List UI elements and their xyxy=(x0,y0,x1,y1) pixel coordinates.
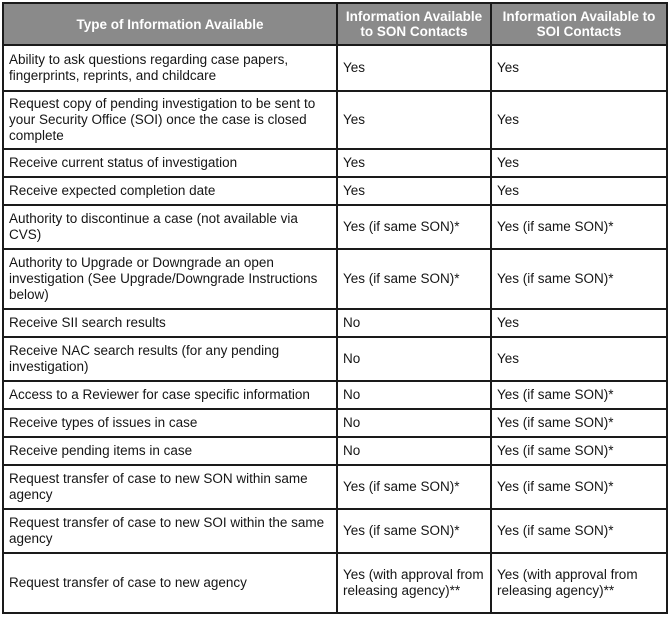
table-row xyxy=(3,149,667,177)
table-row xyxy=(3,553,667,613)
table-row xyxy=(3,381,667,409)
cell-soi: Yes xyxy=(491,337,667,381)
table-row xyxy=(3,437,667,465)
cell-son: Yes (with approval from releasing agency)** xyxy=(337,553,491,613)
cell-soi: Yes xyxy=(491,309,667,337)
table-row xyxy=(3,177,667,205)
cell-son: Yes xyxy=(337,91,491,149)
table-row xyxy=(3,409,667,437)
cell-type: Receive expected completion date xyxy=(3,177,337,205)
cell-soi: Yes (if same SON)* xyxy=(491,205,667,249)
table-row xyxy=(3,45,667,91)
cell-type: Receive SII search results xyxy=(3,309,337,337)
cell-type: Authority to discontinue a case (not available via CVS) xyxy=(3,205,337,249)
header-soi: Information Available to SOI Contacts xyxy=(491,3,667,45)
cell-type: Ability to ask questions regarding case papers, fingerprints, reprints, and childcare xyxy=(3,45,337,91)
cell-son: Yes xyxy=(337,177,491,205)
cell-type: Receive NAC search results (for any pending investigation) xyxy=(3,337,337,381)
table-row xyxy=(3,509,667,553)
cell-type: Authority to Upgrade or Downgrade an open investigation (See Upgrade/Downgrade Instructions below) xyxy=(3,249,337,309)
cell-son: Yes (if same SON)* xyxy=(337,205,491,249)
cell-type: Receive current status of investigation xyxy=(3,149,337,177)
cell-son: Yes (if same SON)* xyxy=(337,509,491,553)
cell-son: Yes xyxy=(337,45,491,91)
cell-son: No xyxy=(337,409,491,437)
cell-son: No xyxy=(337,337,491,381)
cell-soi: Yes (if same SON)* xyxy=(491,381,667,409)
table-row xyxy=(3,337,667,381)
cell-soi: Yes (with approval from releasing agency)** xyxy=(491,553,667,613)
cell-soi: Yes (if same SON)* xyxy=(491,465,667,509)
cell-son: No xyxy=(337,437,491,465)
cell-soi: Yes xyxy=(491,45,667,91)
cell-soi: Yes xyxy=(491,177,667,205)
cell-type: Receive pending items in case xyxy=(3,437,337,465)
header-type: Type of Information Available xyxy=(3,3,337,45)
cell-type: Request copy of pending investigation to be sent to your Security Office (SOI) once the case is closed complete xyxy=(3,91,337,149)
table-row xyxy=(3,249,667,309)
cell-type: Request transfer of case to new SON within same agency xyxy=(3,465,337,509)
cell-soi: Yes (if same SON)* xyxy=(491,249,667,309)
cell-son: Yes (if same SON)* xyxy=(337,249,491,309)
cell-type: Access to a Reviewer for case specific information xyxy=(3,381,337,409)
information-table xyxy=(2,2,668,614)
cell-son: No xyxy=(337,309,491,337)
cell-type: Request transfer of case to new SOI within the same agency xyxy=(3,509,337,553)
cell-soi: Yes (if same SON)* xyxy=(491,409,667,437)
table-row xyxy=(3,309,667,337)
cell-son: Yes xyxy=(337,149,491,177)
header-son: Information Available to SON Contacts xyxy=(337,3,491,45)
cell-soi: Yes xyxy=(491,91,667,149)
cell-son: Yes (if same SON)* xyxy=(337,465,491,509)
cell-type: Receive types of issues in case xyxy=(3,409,337,437)
table-row xyxy=(3,205,667,249)
cell-soi: Yes xyxy=(491,149,667,177)
table-row xyxy=(3,465,667,509)
cell-soi: Yes (if same SON)* xyxy=(491,509,667,553)
cell-type: Request transfer of case to new agency xyxy=(3,553,337,613)
table-header-row xyxy=(3,3,667,45)
table-row xyxy=(3,91,667,149)
cell-son: No xyxy=(337,381,491,409)
cell-soi: Yes (if same SON)* xyxy=(491,437,667,465)
